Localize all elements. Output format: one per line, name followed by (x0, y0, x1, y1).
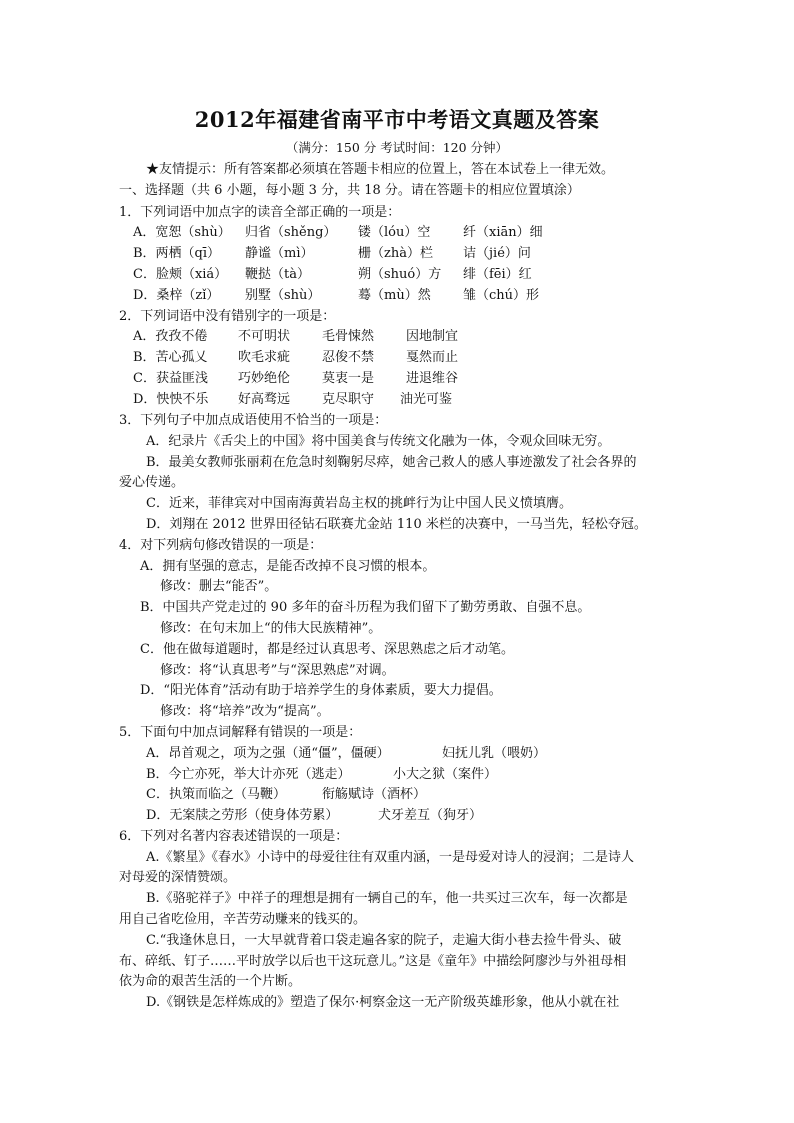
question-4-option-d-fix: 修改：将“培养”改为“提高”。 (160, 704, 330, 719)
question-4-option-c-fix: 修改：将“认真思考”与“深思熟虑”对调。 (160, 663, 395, 678)
option-cell: 妇抚儿乳（喂奶） (442, 746, 547, 761)
question-6-option-a-cont: 对母爱的深情赞颂。 (119, 870, 237, 885)
option-cell: 好高骛远 (238, 392, 291, 407)
question-5-stem: 5．下面句中加点词解释有错误的一项是： (119, 725, 362, 740)
option-cell: A．孜孜不倦 (133, 329, 208, 344)
option-cell: 油光可鉴 (400, 392, 453, 407)
option-cell: 进退维谷 (406, 371, 459, 386)
option-cell: D．无案牍之劳形（使身体劳累） (146, 808, 339, 823)
option-cell: 栅（zhà）栏 (358, 246, 433, 261)
option-cell: C．执策而临之（马鞭） (146, 787, 286, 802)
question-6-option-b-cont: 用自己省吃俭用，辛苦劳动赚来的钱买的。 (119, 912, 367, 927)
option-cell: C．脸颊（xiá） (133, 267, 228, 282)
question-4-option-b-fix: 修改：在句末加上“的伟大民族精神”。 (160, 621, 382, 636)
option-cell: D．桑梓（zǐ） (133, 288, 220, 303)
option-cell: 归省（shěng） (245, 225, 337, 240)
question-2-stem: 2．下列词语中没有错别字的一项是： (119, 309, 336, 324)
option-cell: A．宽恕（shù） (133, 225, 231, 240)
option-cell: 绯（fēi）红 (463, 267, 532, 282)
question-6-option-d: D.《钢铁是怎样炼成的》塑造了保尔·柯察金这一无产阶级英雄形象，他从小就在社 (146, 995, 620, 1010)
question-3-option-b-cont: 爱心传递。 (119, 475, 185, 490)
option-cell: B．两栖（qī） (133, 246, 221, 261)
option-cell: 戛然而止 (406, 350, 459, 365)
section-heading: 一、选择题（共 6 小题，每小题 3 分，共 18 分。请在答题卡的相应位置填涂） (119, 183, 580, 198)
option-cell: 吹毛求疵 (238, 350, 291, 365)
option-cell: 小大之狱（案件） (393, 767, 498, 782)
question-4-option-b: B．中国共产党走过的 90 多年的奋斗历程为我们留下了勤劳勇敢、自强不息。 (140, 600, 591, 615)
option-cell: B．今亡亦死，举大计亦死（逃走） (146, 767, 351, 782)
question-3-stem: 3．下列句子中加点成语使用不恰当的一项是： (119, 413, 388, 428)
question-3-option-b: B．最美女教师张丽莉在危急时刻鞠躬尽瘁，她舍己救人的感人事迹激发了社会各界的 (146, 455, 637, 470)
option-cell: 莫衷一是 (322, 371, 375, 386)
option-cell: D．怏怏不乐 (133, 392, 209, 407)
option-cell: 静谧（mì） (245, 246, 314, 261)
option-cell: 毛骨悚然 (322, 329, 375, 344)
option-cell: 犬牙差互（狗牙） (378, 808, 483, 823)
question-6-option-c-cont: 布、碎纸、钉子……平时放学以后也干这玩意儿。”这是《童年》中描绘阿廖沙与外祖母相 (119, 954, 627, 969)
option-cell: 朔（shuó）方 (358, 267, 442, 282)
option-cell: 诘（jié）问 (463, 246, 531, 261)
question-4-stem: 4．对下列病句修改错误的一项是： (119, 538, 323, 553)
option-cell: 巧妙绝伦 (238, 371, 291, 386)
question-4-option-d: D．“阳光体育”活动有助于培养学生的身体素质，要大力提倡。 (140, 683, 502, 698)
friendly-tip: ★友情提示：所有答案都必须填在答题卡相应的位置上，答在本试卷上一律无效。 (146, 162, 615, 177)
option-cell: A．昂首观之，项为之强（通“僵”，僵硬） (146, 746, 390, 761)
question-6-option-b: B.《骆驼祥子》中祥子的理想是拥有一辆自己的车，他一共买过三次车，每一次都是 (146, 891, 628, 906)
question-6-option-a: A.《繁星》《春水》小诗中的母爱往往有双重内涵，一是母爱对诗人的浸润；二是诗人 (146, 850, 635, 865)
option-cell: 不可明状 (238, 329, 291, 344)
question-6-option-c-cont2: 依为命的艰苦生活的一个片断。 (119, 974, 302, 989)
question-3-option-a: A．纪录片《舌尖上的中国》将中国美食与传统文化融为一体，令观众回味无穷。 (146, 434, 611, 449)
question-4-option-a: A．拥有坚强的意志，是能否改掉不良习惯的根本。 (140, 559, 436, 574)
option-cell: B．苦心孤乂 (133, 350, 208, 365)
question-3-option-c: C．近来，菲律宾对中国南海黄岩岛主权的挑衅行为让中国人民义愤填膺。 (146, 496, 572, 511)
option-cell: 因地制宜 (406, 329, 459, 344)
option-cell: 忍俊不禁 (322, 350, 375, 365)
question-3-option-d: D．刘翔在 2012 世界田径钻石联赛尤金站 110 米栏的决赛中，一马当先，轻松夺冠。 (146, 517, 647, 532)
question-4-option-c: C．他在做每道题时，都是经过认真思考、深思熟虑之后才动笔。 (140, 642, 514, 657)
option-cell: C．获益匪浅 (133, 371, 208, 386)
question-1-stem: 1．下列词语中加点字的读音全部正确的一项是： (119, 205, 401, 220)
option-cell: 蓦（mù）然 (358, 288, 431, 303)
option-cell: 纤（xiān）细 (463, 225, 543, 240)
option-cell: 鞭挞（tà） (245, 267, 310, 282)
page-title: 2012年福建省南平市中考语文真题及答案 (194, 107, 600, 132)
exam-info: （满分：150 分 考试时间：120 分钟） (285, 140, 509, 155)
option-cell: 衔觞赋诗（酒杯） (322, 787, 427, 802)
question-4-option-a-fix: 修改：删去“能否”。 (160, 579, 278, 594)
option-cell: 克尽职守 (322, 392, 375, 407)
option-cell: 别墅（shù） (245, 288, 321, 303)
question-6-stem: 6．下列对名著内容表述错误的一项是： (119, 829, 349, 844)
option-cell: 镂（lóu）空 (358, 225, 431, 240)
option-cell: 雏（chú）形 (463, 288, 540, 303)
question-6-option-c: C.“我逢休息日，一大早就背着口袋走遍各家的院子，走遍大街小巷去捡牛骨头、破 (146, 933, 622, 948)
